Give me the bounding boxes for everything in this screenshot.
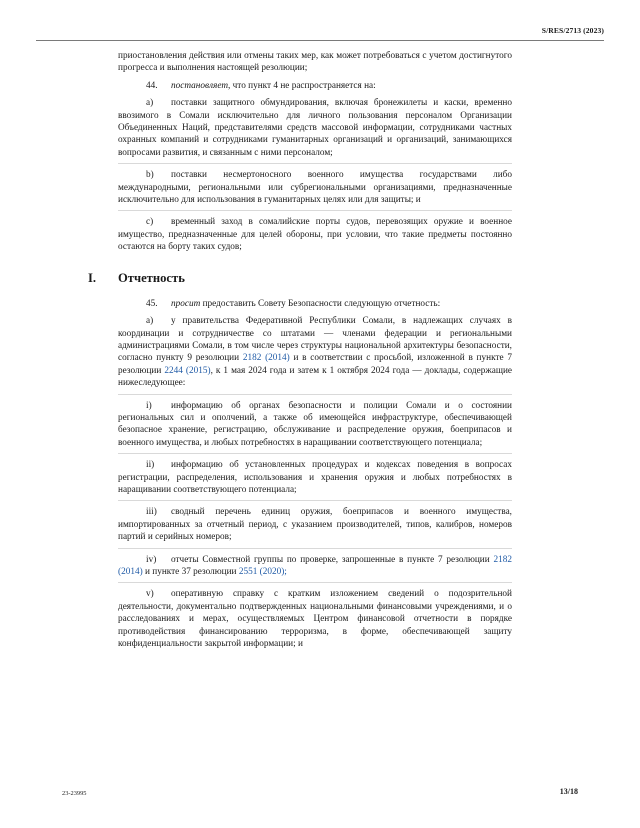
item-text: информацию об органах безопасности и полиции Сомали и о состоянии региональных сил и ополчений, а также об имеющейся инфраструктуре, обеспечивающей безопасное хранение, регистрацию, обслуживание и распределение оружия, боеприпасов и военного имущества, и любых потребностях в наращивании соответствующего потенциала; [118, 400, 512, 448]
subparagraph-45a [118, 315, 512, 389]
subparagraph-44c [118, 216, 512, 253]
paragraph-separator [118, 548, 512, 549]
paragraph-separator [118, 163, 512, 164]
paragraph-separator [118, 500, 512, 501]
item-text: информацию об установленных процедурах и кодексах поведения в вопросах регистрации, распределения, использования и хранения оружия и любых потребностях в наращивании соответствующего потенциала; [118, 460, 512, 495]
item-text: оперативную справку с кратким изложением сведений о подозрительной деятельности, документально подтвержденных национальными финансовыми учреждениями, и о расследованиях и мерах, осуществляемых Центром финансовой отчетности в порядке противодействия финансированию терроризма, в форме, обеспечивающей защиту конфиденциальности закрытой информации; и [118, 589, 512, 650]
item-number: ii) [146, 460, 155, 471]
subparagraph-text: временный заход в сомалийские порты судов, перевозящих оружие и военное имущество, предназначенные для целей обороны, при условии, что такие предметы постоянно остаются на борту таких судов; [118, 217, 512, 253]
paragraph-separator [118, 394, 512, 395]
paragraph-text: , что пункт 4 не распространяется на: [228, 80, 376, 91]
item-text: сводный перечень единиц оружия, боеприпасов и военного имущества, импортированных за отчетный период, с указанием производителей, типов, калибров, номеров партий и серийных номеров; [118, 507, 512, 543]
subparagraph-text: поставки несмертоносного военного имущества государствами либо международными, региональными или субрегиональными организациями, предназначенные исключительно для использования в гуманитарных целях или для защиты; и [118, 170, 512, 206]
paragraph-45 [118, 298, 512, 310]
subparagraph-letter: a) [146, 316, 154, 327]
document-code: S/RES/2713 (2023) [541, 26, 604, 35]
header-rule [36, 40, 604, 41]
subparagraph-44b [118, 169, 512, 206]
subparagraph-text: и в соответствии с просьбой, изложенной в пункте 7 резолюции [118, 353, 512, 376]
paragraph-continuation: приостановления действия или отмены таких мер, как может потребоваться с учетом достигнутого прогресса и выполнения настоящей резолюции; [118, 51, 512, 74]
item-number: iii) [146, 507, 157, 518]
document-number: 23-23995 [62, 790, 87, 797]
subparagraph-text: , к 1 мая 2024 года и затем к 1 октября 2024 года — доклады, содержащие нижеследующее: [118, 365, 512, 389]
subparagraph-letter: a) [146, 98, 154, 109]
subparagraph-text: у правительства Федеративной Республики Сомали, в надлежащих случаях в координации и сотрудничестве со штатами — членами федерации и региональными администрациями Сомали, в том числе через структуры национальной архитектуры безопасности, согласно пункту 9 резолюции [118, 316, 512, 364]
item-text: и пункте 37 резолюции [142, 567, 239, 577]
section-letter: I. [88, 270, 97, 285]
resolution-link-2182[interactable]: 2182 (2014) [242, 353, 290, 364]
subparagraph-letter: b) [146, 170, 154, 181]
operative-verb: просит [171, 298, 201, 309]
item-text: отчеты Совместной группы по проверке, запрошенные в пункте 7 резолюции [171, 554, 494, 565]
operative-verb: постановляет [171, 80, 228, 91]
item-45a-v [118, 588, 512, 650]
item-number: i) [146, 400, 152, 411]
paragraph-44 [118, 80, 512, 92]
item-45a-ii [118, 459, 512, 496]
item-45a-iv [118, 554, 512, 579]
resolution-link-2182[interactable]: 2182 (2014) [118, 554, 512, 577]
section-heading [88, 270, 512, 288]
paragraph-separator [118, 582, 512, 583]
subparagraph-44a [118, 97, 512, 159]
subparagraph-letter: c) [146, 217, 154, 228]
item-45a-iii [118, 506, 512, 543]
item-number: v) [146, 589, 154, 600]
paragraph-separator [118, 453, 512, 454]
resolution-link-2551[interactable]: 2551 (2020); [238, 567, 287, 577]
item-45a-i [118, 400, 512, 450]
paragraph-number: 45. [146, 298, 158, 309]
paragraph-text: предоставить Совету Безопасности следующую отчетность: [200, 298, 441, 309]
document-body [88, 50, 512, 655]
item-number: iv) [146, 554, 157, 565]
section-title: Отчетность [118, 270, 185, 285]
page-number: 13/18 [559, 787, 578, 796]
paragraph-number: 44. [146, 80, 158, 91]
paragraph-separator [118, 210, 512, 211]
subparagraph-text: поставки защитного обмундирования, включая бронежилеты и каски, временно ввозимого в Сомали исключительно для личного пользования персоналом Организации Объединенных Наций, представителями средств массовой информации, сотрудниками частных охранных компаний и сотрудниками гуманитарных организаций и организаций, занимающихся вопросами развития, и связанным с ними персоналом; [118, 98, 512, 158]
resolution-link-2244[interactable]: 2244 (2015) [164, 365, 211, 376]
